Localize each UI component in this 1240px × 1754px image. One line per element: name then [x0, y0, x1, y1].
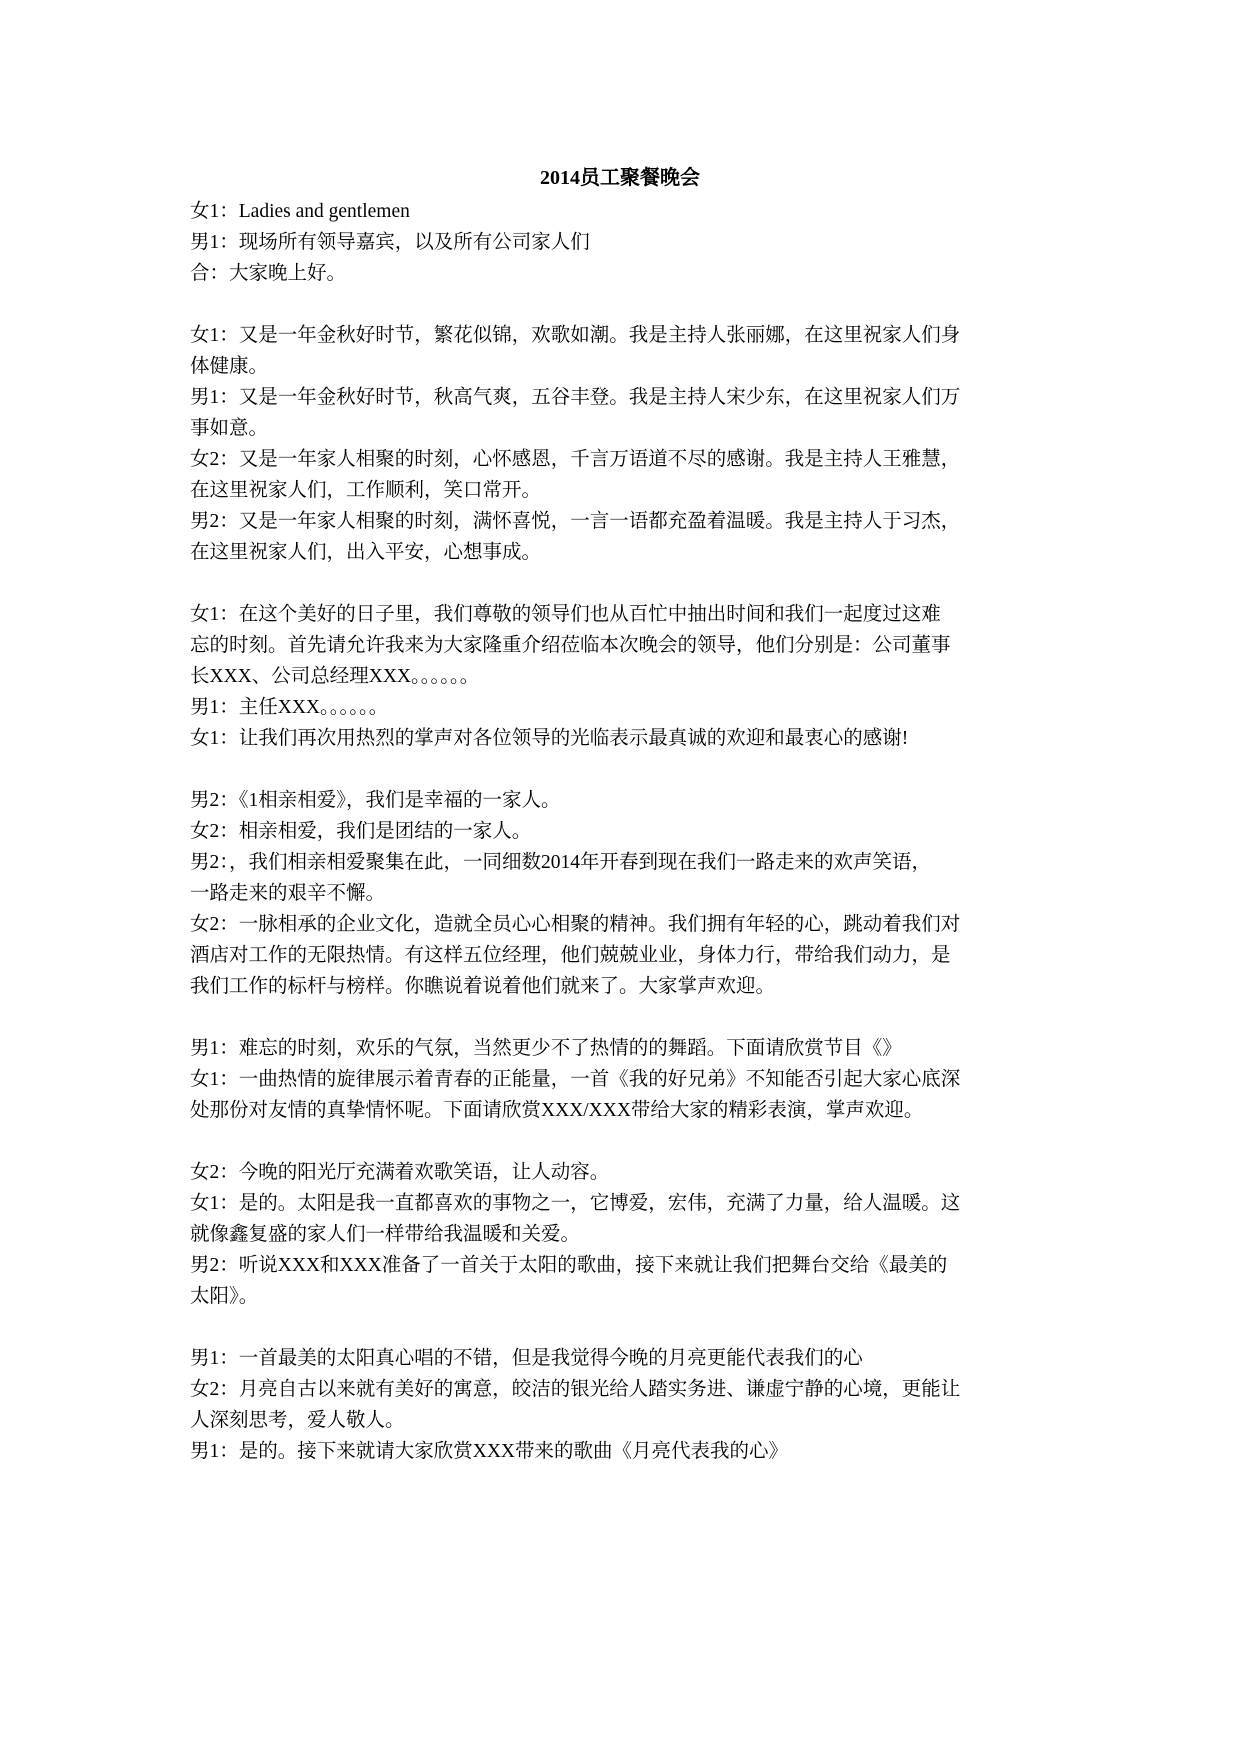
- script-line: 人深刻思考，爱人敬人。: [190, 1410, 405, 1431]
- script-paragraph: [190, 1033, 1056, 1126]
- script-line: 男1：又是一年金秋好时节，秋高气爽，五谷丰登。我是主持人宋少东，在这里祝家人们万: [190, 387, 961, 408]
- script-paragraph: [190, 1343, 1056, 1467]
- script-line: 女2：一脉相承的企业文化，造就全员心心相聚的精神。我们拥有年轻的心，跳动着我们对: [190, 914, 961, 935]
- script-line: 女1：在这个美好的日子里，我们尊敬的领导们也从百忙中抽出时间和我们一起度过这难: [190, 604, 941, 625]
- script-line: 在这里祝家人们，出入平安，心想事成。: [190, 542, 542, 563]
- script-line: 事如意。: [190, 418, 269, 439]
- script-line: 女1：让我们再次用热烈的掌声对各位领导的光临表示最真诚的欢迎和最衷心的感谢!: [190, 728, 909, 749]
- document-body: [190, 196, 1056, 1498]
- script-line: 女2：今晚的阳光厅充满着欢歌笑语，让人动容。: [190, 1162, 610, 1183]
- script-paragraph: [190, 1157, 1056, 1312]
- script-line: 男1：是的。接下来就请大家欣赏XXX带来的歌曲《月亮代表我的心》: [190, 1441, 788, 1462]
- script-line: 男2：又是一年家人相聚的时刻，满怀喜悦，一言一语都充盈着温暖。我是主持人于习杰，: [190, 511, 961, 532]
- script-line: 处那份对友情的真挚情怀呢。下面请欣赏XXX/XXX带给大家的精彩表演，掌声欢迎。: [190, 1100, 924, 1121]
- script-line: 女2：相亲相爱，我们是团结的一家人。: [190, 821, 532, 842]
- script-line: 女1：是的。太阳是我一直都喜欢的事物之一，它博爱，宏伟，充满了力量，给人温暖。这: [190, 1193, 961, 1214]
- script-line: 女1：又是一年金秋好时节，繁花似锦，欢歌如潮。我是主持人张丽娜，在这里祝家人们身: [190, 325, 961, 346]
- script-line: 女2：月亮自古以来就有美好的寓意，皎洁的银光给人踏实务进、谦虚宁静的心境，更能让: [190, 1379, 961, 1400]
- script-paragraph: [190, 196, 1056, 289]
- document-title: 2014员工聚餐晚会: [540, 167, 700, 189]
- script-line: 合：大家晚上好。: [190, 263, 347, 284]
- script-line: 体健康。: [190, 356, 269, 377]
- script-line: 太阳》。: [190, 1286, 259, 1307]
- script-line: 我们工作的标杆与榜样。你瞧说着说着他们就来了。大家掌声欢迎。: [190, 976, 776, 997]
- script-paragraph: [190, 599, 1056, 754]
- script-line: 男1：一首最美的太阳真心唱的不错，但是我觉得今晚的月亮更能代表我们的心: [190, 1348, 863, 1369]
- script-line: 忘的时刻。首先请允许我来为大家隆重介绍莅临本次晚会的领导，他们分别是：公司董事: [190, 635, 951, 656]
- script-line: 在这里祝家人们，工作顺利，笑口常开。: [190, 480, 542, 501]
- script-line: 男1：主任XXX。。。。。。: [190, 697, 389, 718]
- script-line: 女2：又是一年家人相聚的时刻，心怀感恩，千言万语道不尽的感谢。我是主持人王雅慧，: [190, 449, 961, 470]
- script-line: 女1：Ladies and gentlemen: [190, 201, 410, 222]
- script-line: 男2：听说XXX和XXX准备了一首关于太阳的歌曲，接下来就让我们把舞台交给《最美的: [190, 1255, 948, 1276]
- script-line: 男1：难忘的时刻，欢乐的气氛，当然更少不了热情的的舞蹈。下面请欣赏节目《》: [190, 1038, 902, 1059]
- script-paragraph: [190, 320, 1056, 568]
- script-line: 男2：，我们相亲相爱聚集在此，一同细数2014年开春到现在我们一路走来的欢声笑语，: [190, 852, 932, 873]
- script-paragraph: [190, 785, 1056, 1002]
- script-line: 酒店对工作的无限热情。有这样五位经理，他们兢兢业业，身体力行，带给我们动力，是: [190, 945, 951, 966]
- script-line: 长XXX、公司总经理XXX。。。。。。: [190, 666, 480, 687]
- script-line: 男2：《1相亲相爱》，我们是幸福的一家人。: [190, 790, 561, 811]
- script-line: 男1：现场所有领导嘉宾，以及所有公司家人们: [190, 232, 590, 253]
- script-line: 就像鑫复盛的家人们一样带给我温暖和关爱。: [190, 1224, 581, 1245]
- script-line: 一路走来的艰辛不懈。: [190, 883, 386, 904]
- script-line: 女1：一曲热情的旋律展示着青春的正能量，一首《我的好兄弟》不知能否引起大家心底深: [190, 1069, 961, 1090]
